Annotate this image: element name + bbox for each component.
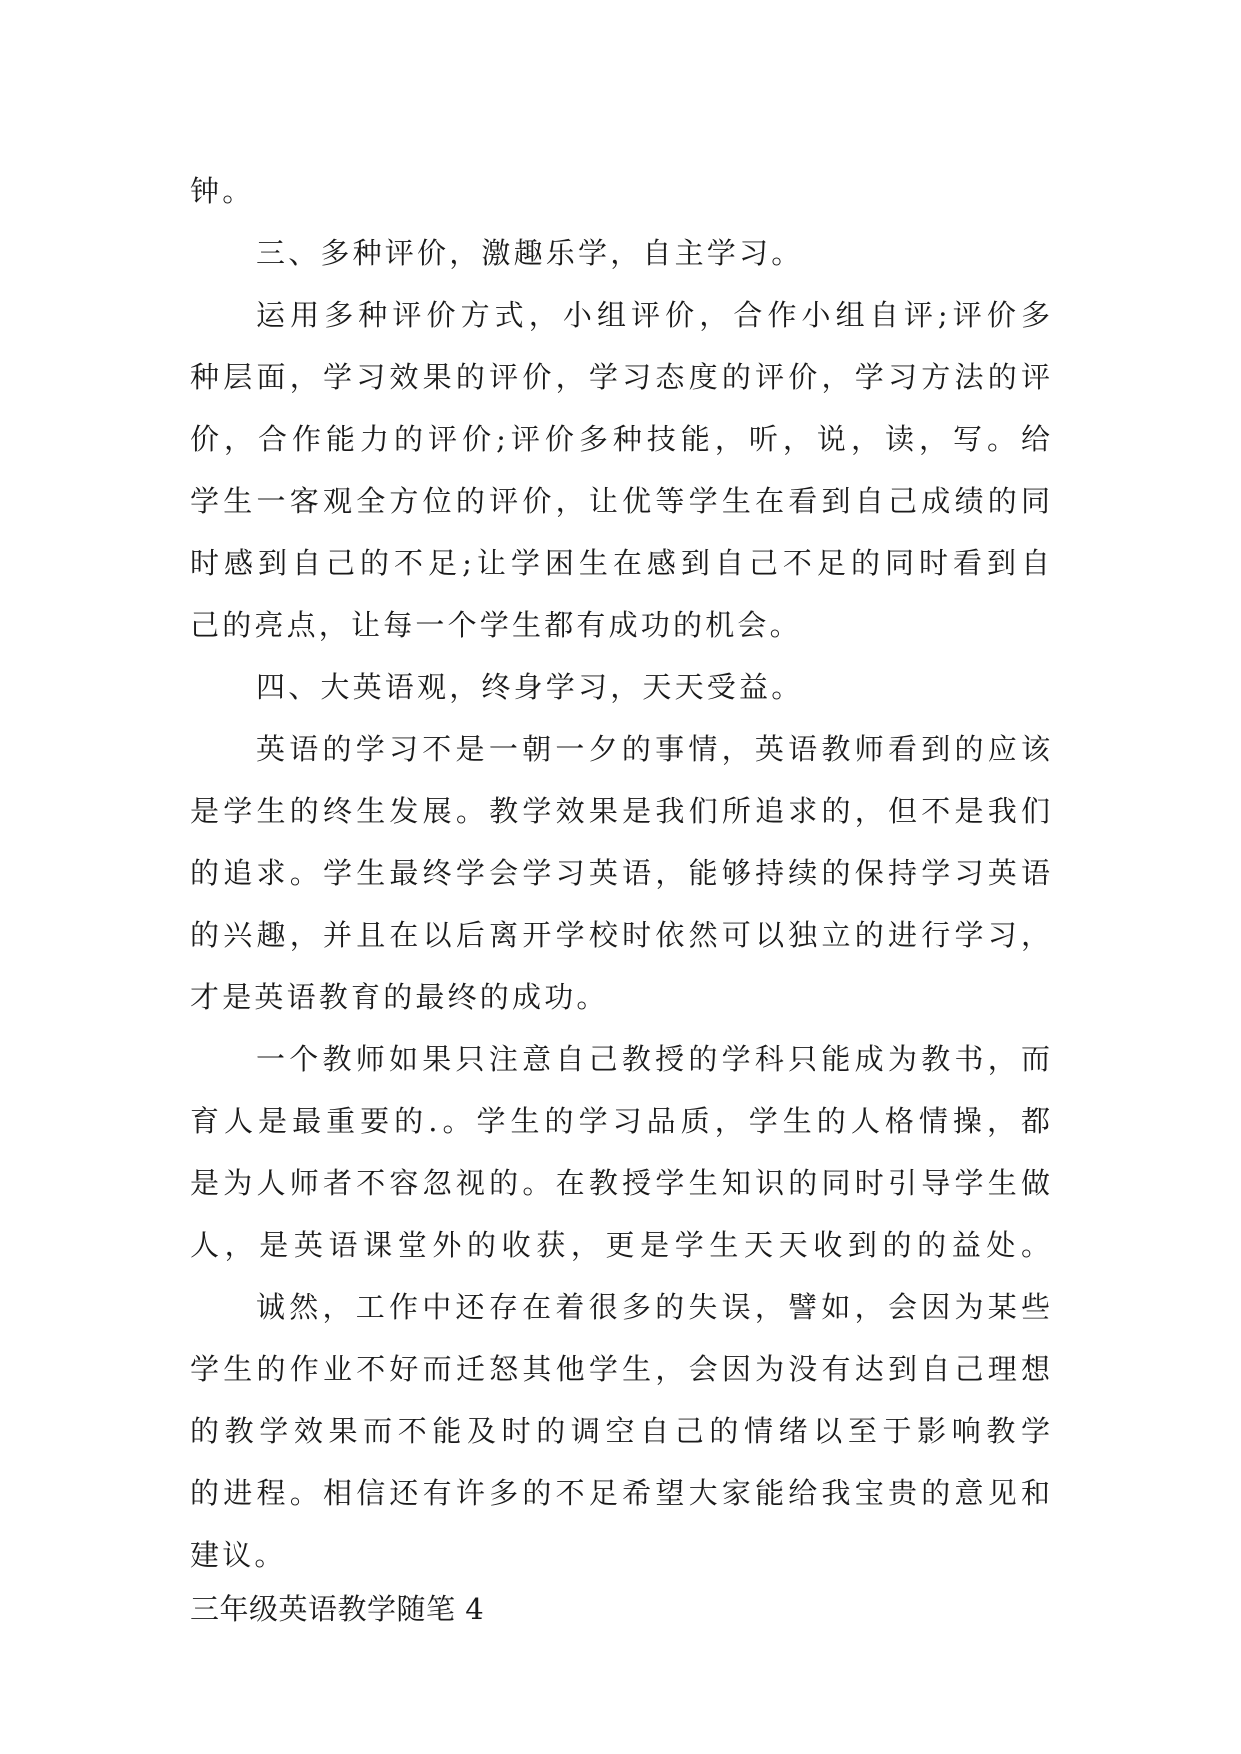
text-line-11: 是学生的终生发展。教学效果是我们所追求的，但不是我们 [190, 794, 1050, 828]
text-line-14: 才是英语教育的最终的成功。 [190, 980, 609, 1014]
text-line-19: 诚然，工作中还存在着很多的失误，譬如，会因为某些 [256, 1290, 1050, 1324]
section-heading-4: 四、大英语观，终身学习，天天受益。 [256, 670, 804, 704]
text-line-13: 的兴趣，并且在以后离开学校时依然可以独立的进行学习， [190, 918, 1050, 952]
section-heading-3: 三、多种评价，激趣乐学，自主学习。 [256, 236, 804, 270]
article-title: 三年级英语教学随笔 4 [190, 1592, 485, 1626]
text-line-10: 英语的学习不是一朝一夕的事情，英语教师看到的应该 [256, 732, 1050, 766]
text-line-20: 学生的作业不好而迁怒其他学生，会因为没有达到自己理想 [190, 1352, 1050, 1386]
text-line-6: 学生一客观全方位的评价，让优等学生在看到自己成绩的同 [190, 484, 1050, 518]
text-line-16: 育人是最重要的.。学生的学习品质，学生的人格情操，都 [190, 1104, 1050, 1138]
text-line-7: 时感到自己的不足;让学困生在感到自己不足的同时看到自 [190, 546, 1050, 580]
document-body [190, 160, 1050, 1640]
text-line-1: 钟。 [190, 174, 255, 208]
text-line-8: 己的亮点，让每一个学生都有成功的机会。 [190, 608, 802, 642]
text-line-21: 的教学效果而不能及时的调空自己的情绪以至于影响教学 [190, 1414, 1050, 1448]
text-line-17: 是为人师者不容忽视的。在教授学生知识的同时引导学生做 [190, 1166, 1050, 1200]
text-line-3: 运用多种评价方式，小组评价，合作小组自评;评价多 [256, 298, 1050, 332]
text-line-18: 人，是英语课堂外的收获，更是学生天天收到的的益处。 [190, 1228, 1050, 1262]
text-line-15: 一个教师如果只注意自己教授的学科只能成为教书，而 [256, 1042, 1050, 1076]
text-line-23: 建议。 [190, 1538, 287, 1572]
text-line-4: 种层面，学习效果的评价，学习态度的评价，学习方法的评 [190, 360, 1050, 394]
text-line-5: 价，合作能力的评价;评价多种技能，听，说，读，写。给 [190, 422, 1050, 456]
text-line-22: 的进程。相信还有许多的不足希望大家能给我宝贵的意见和 [190, 1476, 1050, 1510]
text-line-12: 的追求。学生最终学会学习英语，能够持续的保持学习英语 [190, 856, 1050, 890]
